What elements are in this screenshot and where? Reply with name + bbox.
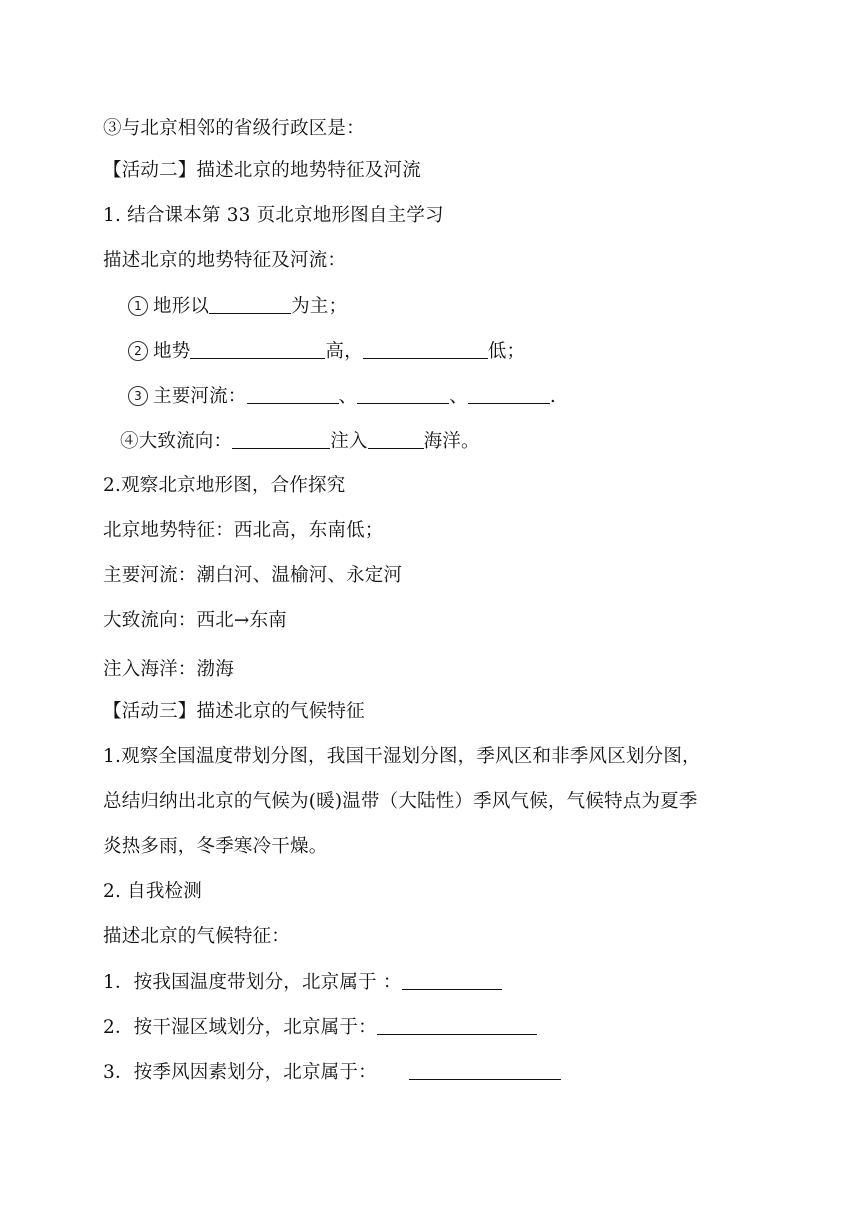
text-line: 描述北京的气候特征： [103,926,291,947]
check-question-3 [103,1059,561,1086]
answer-blank[interactable] [247,383,339,404]
circled-number: 3 [128,386,148,406]
answer-blank[interactable] [363,338,488,359]
text-line: 描述北京的地势特征及河流： [103,250,347,271]
answer-blank[interactable] [368,428,424,449]
answer-blank[interactable] [190,338,325,359]
answer-blank[interactable] [402,969,502,990]
answer-blank[interactable] [357,383,449,404]
text-line: 1.观察全国温度带划分图，我国干湿划分图，季风区和非季风区划分图， [103,746,701,767]
question-text: 地势 [153,341,191,362]
text-line: 2. 自我检测 [103,881,202,902]
text-line: 总结归纳出北京的气候为(暖)温带（大陆性）季风气候，气候特点为夏季 [103,791,698,812]
question-text: 3．按季风因素划分，北京属于： [103,1062,377,1083]
text-line: 炎热多雨，冬季寒冷干燥。 [103,836,328,857]
answer-blank[interactable] [377,1014,537,1035]
question-text: 、 [449,386,468,407]
answer-blank[interactable] [232,428,330,449]
question-text: . [549,386,557,407]
text-line: 1. 结合课本第 33 页北京地形图自主学习 [103,205,444,226]
question-3 [128,383,556,410]
text-line: 主要河流：潮白河、温榆河、永定河 [103,565,403,586]
answer-blank[interactable] [409,1059,561,1080]
question-text: 1．按我国温度带划分，北京属于 ： [103,972,402,993]
question-text: 2．按干湿区域划分，北京属于： [103,1017,377,1038]
text-line: 注入海洋：渤海 [103,659,234,680]
circled-number: 1 [128,296,148,316]
question-text: 主要河流： [153,386,247,407]
question-text: 高， [325,341,363,362]
question-text: 注入 [330,431,368,452]
question-text: 、 [338,386,358,407]
section-heading: 【活动二】描述北京的地势特征及河流 [103,160,421,181]
question-2 [128,338,525,365]
text-line: 大致流向：西北→东南 [103,610,288,631]
answer-blank[interactable] [209,293,291,314]
circled-number: 2 [128,341,148,361]
question-text: 地形以 [153,296,210,317]
text-line: 北京地势特征：西北高，东南低； [103,520,384,541]
question-1 [128,293,347,320]
text-line: 2.观察北京地形图，合作探究 [103,475,346,496]
question-text: ④大致流向： [120,431,233,452]
check-question-1 [103,969,502,996]
section-heading: 【活动三】描述北京的气候特征 [103,701,365,722]
question-text: 海洋。 [423,431,480,452]
question-text: 为主； [291,296,348,317]
question-text: 低； [487,341,526,362]
check-question-2 [103,1014,537,1041]
answer-blank[interactable] [468,383,550,404]
question-4 [120,428,480,455]
text-line: ③与北京相邻的省级行政区是： [103,118,365,139]
